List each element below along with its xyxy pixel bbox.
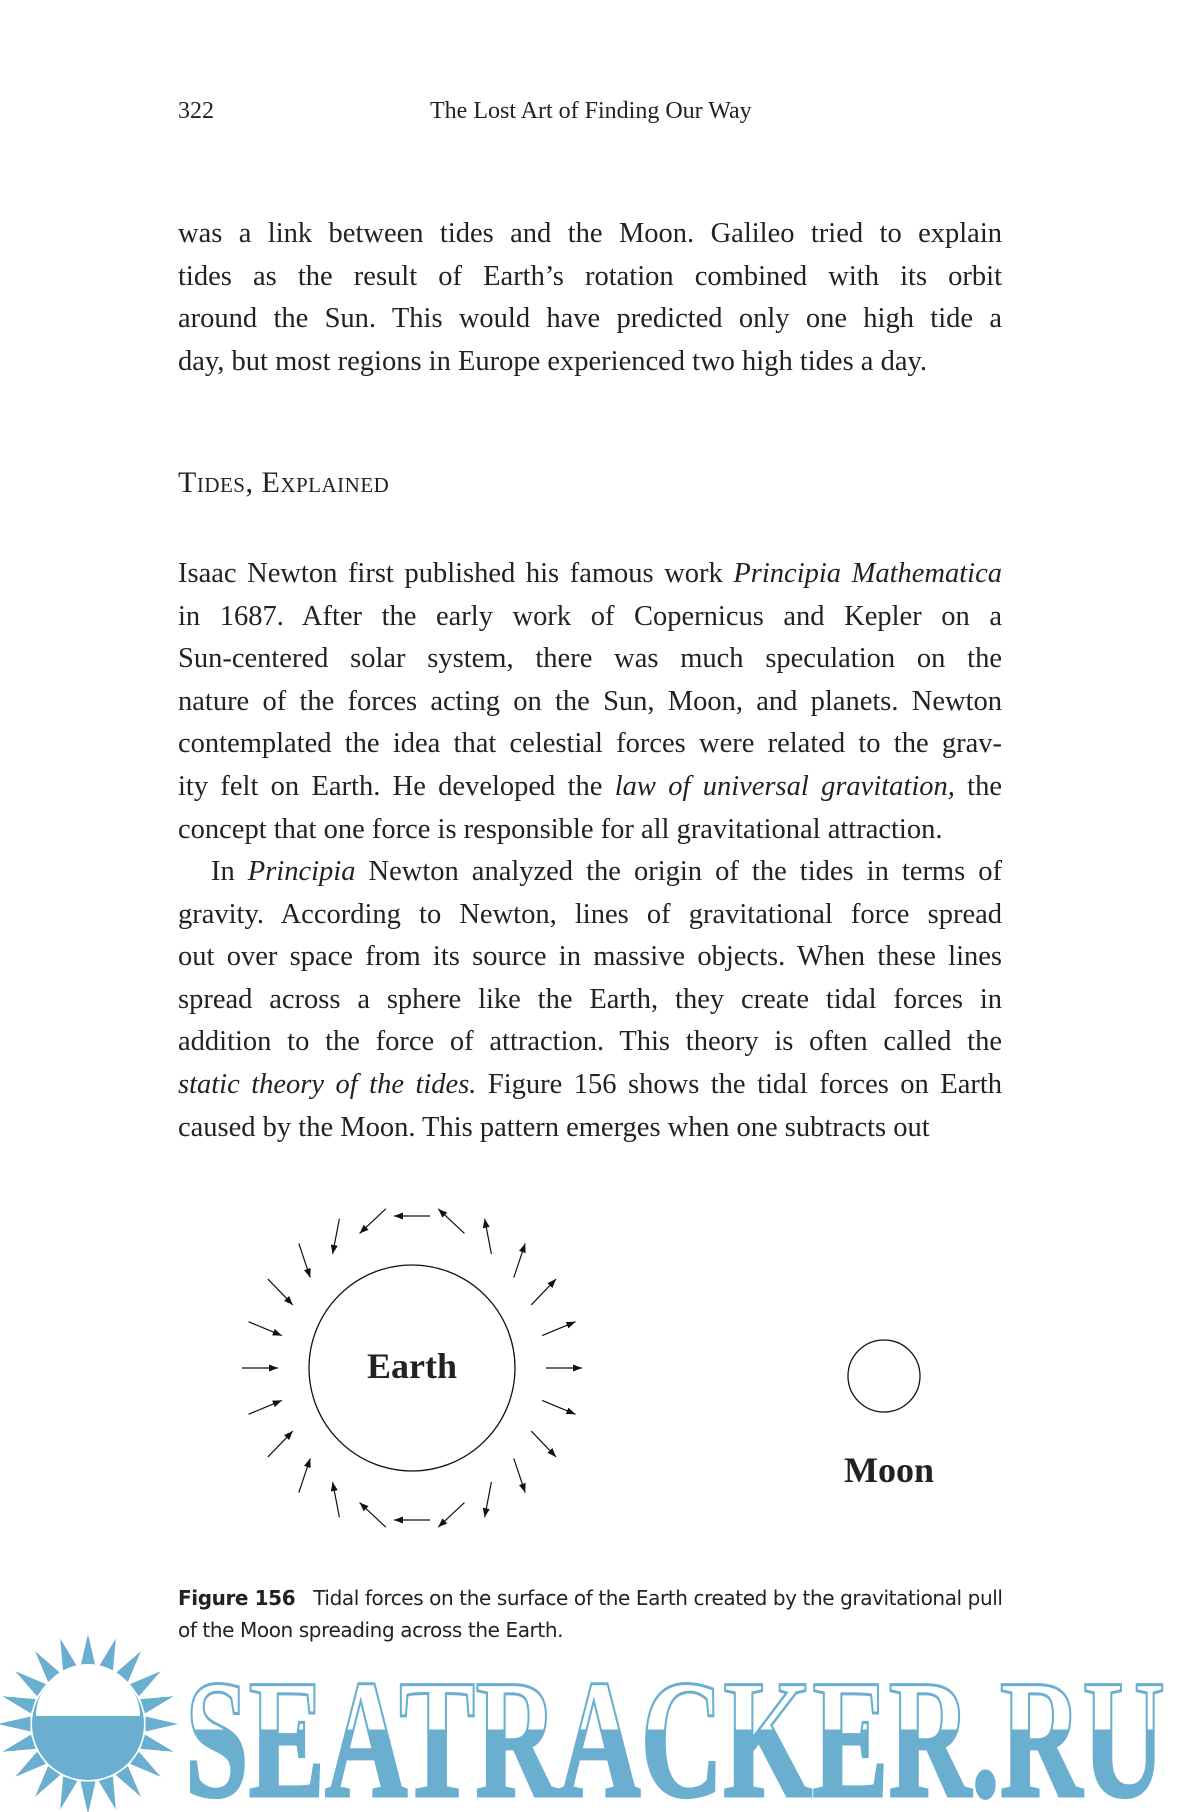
arrow-head <box>566 1408 576 1415</box>
caption-text: Tidal forces on the surface of the Earth created by the gravitational pull of the Moon spreading across the Earth. <box>178 1586 1003 1642</box>
sun-ray <box>15 1752 46 1777</box>
text-segment: tides as the result of Earth’s rotation combined with its orbit <box>178 260 1002 292</box>
text-line <box>178 851 1002 894</box>
italic-text: Principia <box>247 856 356 887</box>
arrow-head <box>566 1322 576 1329</box>
arrow-head <box>573 1365 582 1372</box>
text-segment: Figure 156 shows the tidal forces on Earth <box>476 1068 1002 1100</box>
arrow-head <box>272 1329 282 1336</box>
text-segment: day, but most regions in Europe experienced two high tides a day. <box>178 345 927 377</box>
text-line <box>178 596 1002 639</box>
text-line <box>178 894 1002 937</box>
arrow-head <box>519 1483 526 1493</box>
arrow-head <box>269 1365 278 1372</box>
moon-circle <box>848 1340 920 1412</box>
sun-logo-icon <box>0 1636 178 1812</box>
moon-label: Moon <box>844 1450 934 1490</box>
sun-ray <box>140 1735 173 1752</box>
arrow-head <box>519 1243 526 1253</box>
sun-ray <box>2 1735 35 1752</box>
text-line <box>178 298 1002 341</box>
sun-ray <box>15 1671 46 1696</box>
text-segment: addition to the force of attraction. This theory is often called the <box>178 1026 1002 1058</box>
text-segment: in 1687. After the early work of Copernicus and Kepler on a <box>178 600 1002 632</box>
italic-text: law of universal gravitation, <box>614 770 955 802</box>
tidal-forces-figure <box>0 1190 1182 1570</box>
text-segment: the <box>954 770 1003 802</box>
text-line <box>178 979 1002 1022</box>
paragraph-2 <box>178 553 1002 851</box>
arrow-head <box>331 1482 338 1491</box>
sun-ray <box>116 1766 141 1797</box>
page-number: 322 <box>178 98 214 124</box>
sun-ray <box>2 1696 35 1713</box>
book-title: The Lost Art of Finding Our Way <box>430 98 752 124</box>
arrow-head <box>331 1245 338 1254</box>
text-line <box>178 936 1002 979</box>
sun-ray <box>80 1782 95 1812</box>
caption-label: Figure 156 <box>178 1586 296 1610</box>
text-segment: In <box>211 856 248 887</box>
watermark <box>0 1636 1182 1812</box>
text-segment: around the Sun. This would have predicted only one high tide a <box>178 303 1002 335</box>
text-line <box>178 681 1002 724</box>
text-line <box>178 723 1002 766</box>
italic-text: static theory of the tides. <box>178 1068 477 1100</box>
sun-ray <box>35 1766 60 1797</box>
paragraph-3 <box>178 851 1002 1149</box>
text-segment: caused by the Moon. This pattern emerges when one subtracts out <box>178 1111 930 1143</box>
arrow-head <box>483 1508 490 1517</box>
sun-ray <box>0 1716 30 1731</box>
text-segment: contemplated the idea that celestial forces were related to the grav- <box>178 728 1002 760</box>
sun-ray <box>140 1696 173 1713</box>
text-segment: ity felt on Earth. He developed the <box>178 770 615 802</box>
text-line <box>178 341 1002 384</box>
text-segment: Newton analyzed the origin of the tides in terms of <box>355 856 1002 887</box>
text-line <box>178 1107 1002 1150</box>
text-segment: was a link between tides and the Moon. Galileo tried to explain <box>178 218 1002 249</box>
text-segment: Isaac Newton first published his famous work <box>178 558 734 589</box>
sun-ray <box>99 1776 116 1809</box>
sun-ray <box>130 1752 161 1777</box>
arrow-head <box>304 1458 311 1468</box>
text-segment: gravity. According to Newton, lines of gravitational force spread <box>178 898 1002 930</box>
text-line <box>178 809 1002 852</box>
sun-ray <box>80 1636 95 1666</box>
text-segment: spread across a sphere like the Earth, they create tidal forces in <box>178 983 1002 1015</box>
paragraph-1 <box>178 213 1002 383</box>
sun-ray <box>60 1776 77 1809</box>
text-segment: out over space from its source in massive objects. When these lines <box>178 941 1002 973</box>
arrow-head <box>272 1400 282 1407</box>
arrow-head <box>304 1268 311 1278</box>
sun-ray <box>130 1671 161 1696</box>
italic-text: Principia Mathematica <box>733 558 1002 589</box>
text-line <box>178 1064 1002 1107</box>
earth-label: Earth <box>367 1346 457 1386</box>
text-line <box>178 1021 1002 1064</box>
watermark-text: SEATRACKER.RU <box>185 1645 1165 1812</box>
text-line <box>178 256 1002 299</box>
arrow-head <box>483 1219 490 1228</box>
sun-ray <box>146 1716 178 1731</box>
text-line <box>178 213 1002 256</box>
text-line <box>178 638 1002 681</box>
text-segment: Sun-centered solar system, there was much speculation on the <box>178 643 1002 675</box>
text-segment: nature of the forces acting on the Sun, Moon, and planets. Newton <box>178 685 1002 717</box>
text-segment: concept that one force is responsible for all gravitational attraction. <box>178 813 943 845</box>
text-line <box>178 766 1002 809</box>
section-heading: Tides, Explained <box>178 466 390 499</box>
arrow-head <box>394 1213 403 1220</box>
text-line <box>178 553 1002 596</box>
arrow-head <box>394 1517 403 1524</box>
